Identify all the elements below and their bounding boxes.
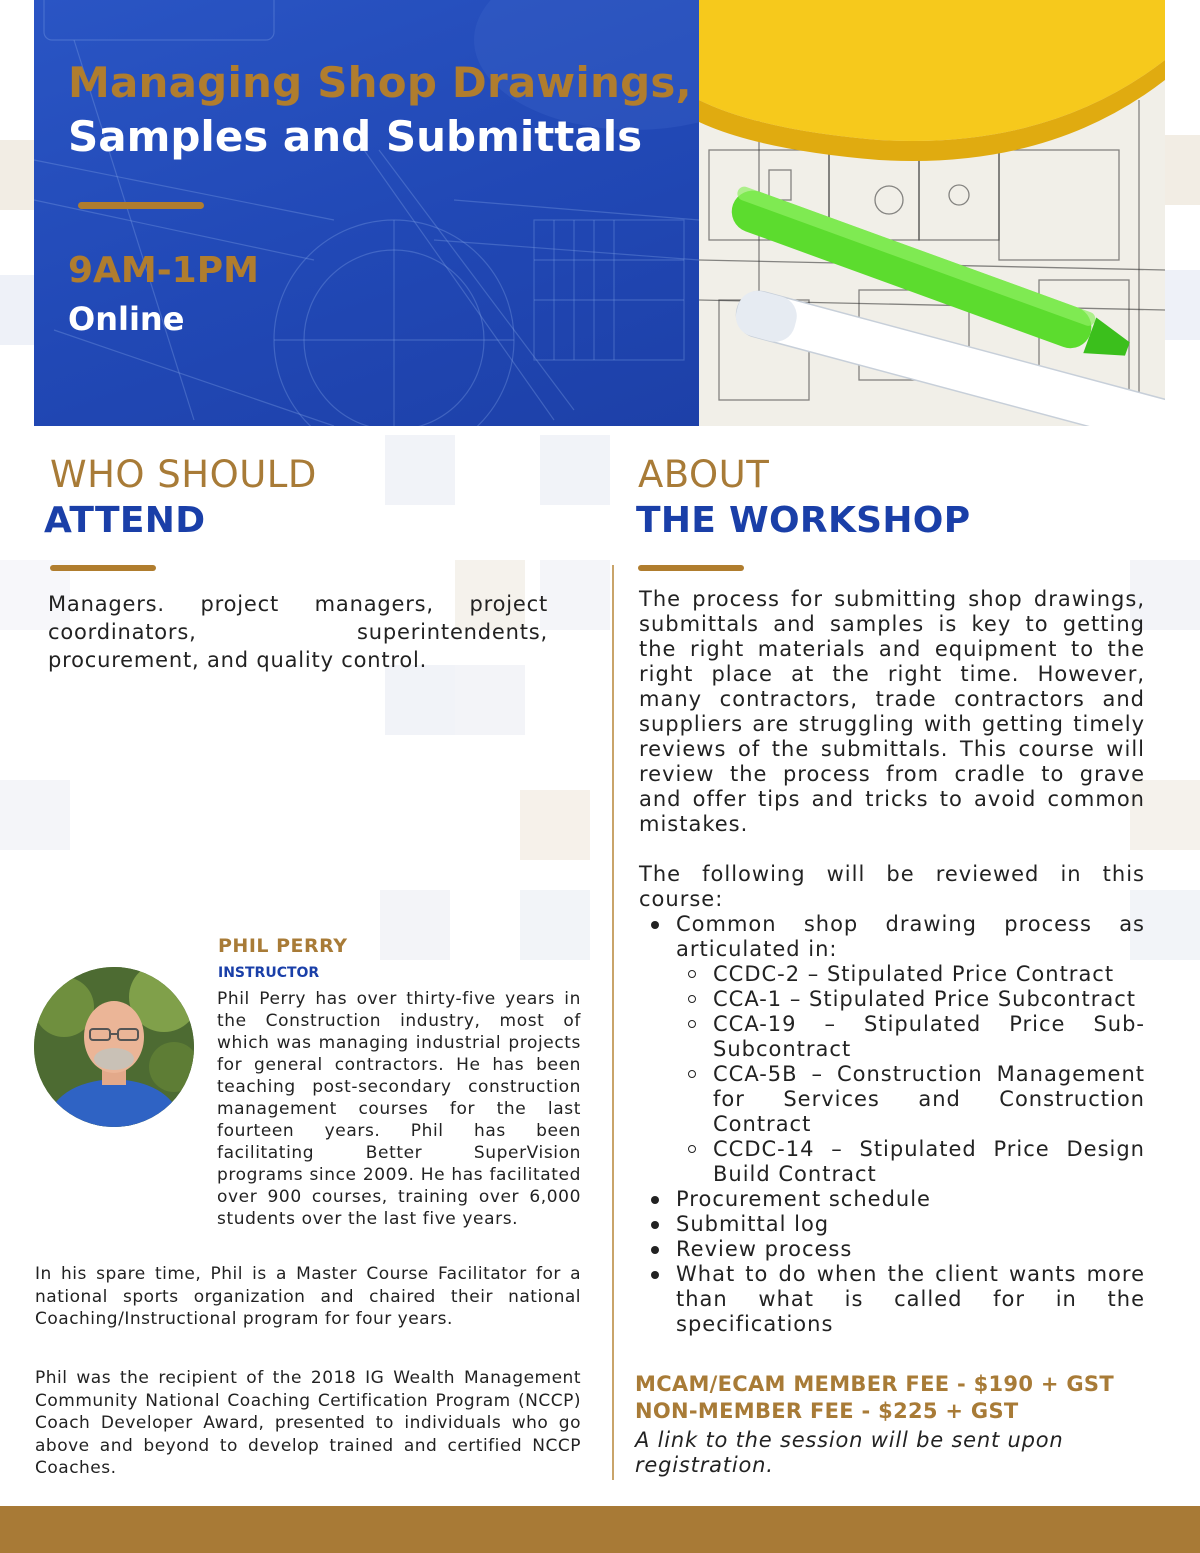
instructor-role: INSTRUCTOR bbox=[218, 965, 320, 981]
instructor-bio: Phil Perry has over thirty-five years in the Construction industry, most of which was managing industrial projects for general contractors. He has been teaching post-secondary construction management courses for the last fourteen years. Phil has been facilitating Better SuperVision programs since 2009. He has facilitated over 900 courses, training over 6,000 students over the last five years. bbox=[217, 989, 581, 1229]
about-paragraph: The process for submitting shop drawings, submittals and samples is key to getting the right materials and equipment to the right place at the right time. However, many contractors, trade contractors and suppliers are struggling with getting timely reviews of the submittals. This course will review the process from cradle to grave and offer tips and tricks to avoid common mistakes. bbox=[639, 587, 1145, 836]
list-item: Review process bbox=[676, 1237, 1145, 1262]
hero-location: Online bbox=[68, 300, 185, 338]
about-heading-light: ABOUT bbox=[638, 453, 770, 496]
about-body bbox=[639, 587, 1145, 1337]
list-item bbox=[676, 912, 1145, 1187]
sublist-item: CCA-5B – Construction Management for Services and Construction Contract bbox=[713, 1062, 1145, 1136]
footer-bar bbox=[0, 1506, 1200, 1553]
hero-banner bbox=[34, 0, 1165, 426]
sublist-item: CCDC-2 – Stipulated Price Contract bbox=[713, 962, 1145, 987]
about-list-intro: The following will be reviewed in this course: bbox=[639, 862, 1145, 911]
about-heading-bold: THE WORKSHOP bbox=[636, 500, 971, 541]
attend-heading-light: WHO SHOULD bbox=[50, 453, 317, 496]
list-item: Submittal log bbox=[676, 1212, 1145, 1237]
hero-time: 9AM-1PM bbox=[68, 250, 259, 291]
attend-divider bbox=[50, 565, 156, 571]
member-fee: MCAM/ECAM MEMBER FEE - $190 + GST bbox=[635, 1372, 1114, 1396]
list-item: What to do when the client wants more than what is called for in the specifications bbox=[676, 1262, 1145, 1336]
blueprint-photo-illustration bbox=[699, 0, 1165, 426]
non-member-fee: NON-MEMBER FEE - $225 + GST bbox=[635, 1399, 1019, 1423]
topics-list bbox=[639, 912, 1145, 1337]
sublist-item: CCDC-14 – Stipulated Price Design Build Contract bbox=[713, 1137, 1145, 1186]
hero-blue-panel bbox=[34, 0, 699, 426]
hero-title-line-2: Samples and Submittals bbox=[68, 112, 643, 161]
list-item: Procurement schedule bbox=[676, 1187, 1145, 1212]
about-divider bbox=[638, 565, 744, 571]
registration-note: A link to the session will be sent upon registration. bbox=[635, 1428, 1064, 1477]
contracts-sublist bbox=[676, 962, 1145, 1187]
hero-divider bbox=[78, 202, 204, 209]
list-item-label: Common shop drawing process as articulated in: bbox=[676, 912, 1145, 961]
instructor-name: PHIL PERRY bbox=[218, 935, 348, 957]
instructor-photo bbox=[34, 967, 194, 1127]
sublist-item: CCA-1 – Stipulated Price Subcontract bbox=[713, 987, 1145, 1012]
column-divider bbox=[612, 565, 614, 1480]
hero-title-line-1: Managing Shop Drawings, bbox=[68, 58, 692, 107]
attend-text: Managers. project managers, project coordinators, superintendents, procurement, and quality control. bbox=[48, 592, 548, 672]
sublist-item: CCA-19 – Stipulated Price Sub-Subcontract bbox=[713, 1012, 1145, 1061]
attend-heading-bold: ATTEND bbox=[44, 500, 206, 541]
instructor-paragraph-2: In his spare time, Phil is a Master Course Facilitator for a national sports organization and chaired their national Coaching/Instructional program for four years. bbox=[35, 1264, 581, 1329]
instructor-paragraph-3: Phil was the recipient of the 2018 IG Wealth Management Community National Coaching Certification Program (NCCP) Coach Developer Award, presented to individuals who go above and beyond to develop trained and certified NCCP Coaches. bbox=[35, 1368, 581, 1478]
instructor-avatar bbox=[34, 967, 194, 1127]
hero-photo-blueprint-pens bbox=[699, 0, 1165, 426]
